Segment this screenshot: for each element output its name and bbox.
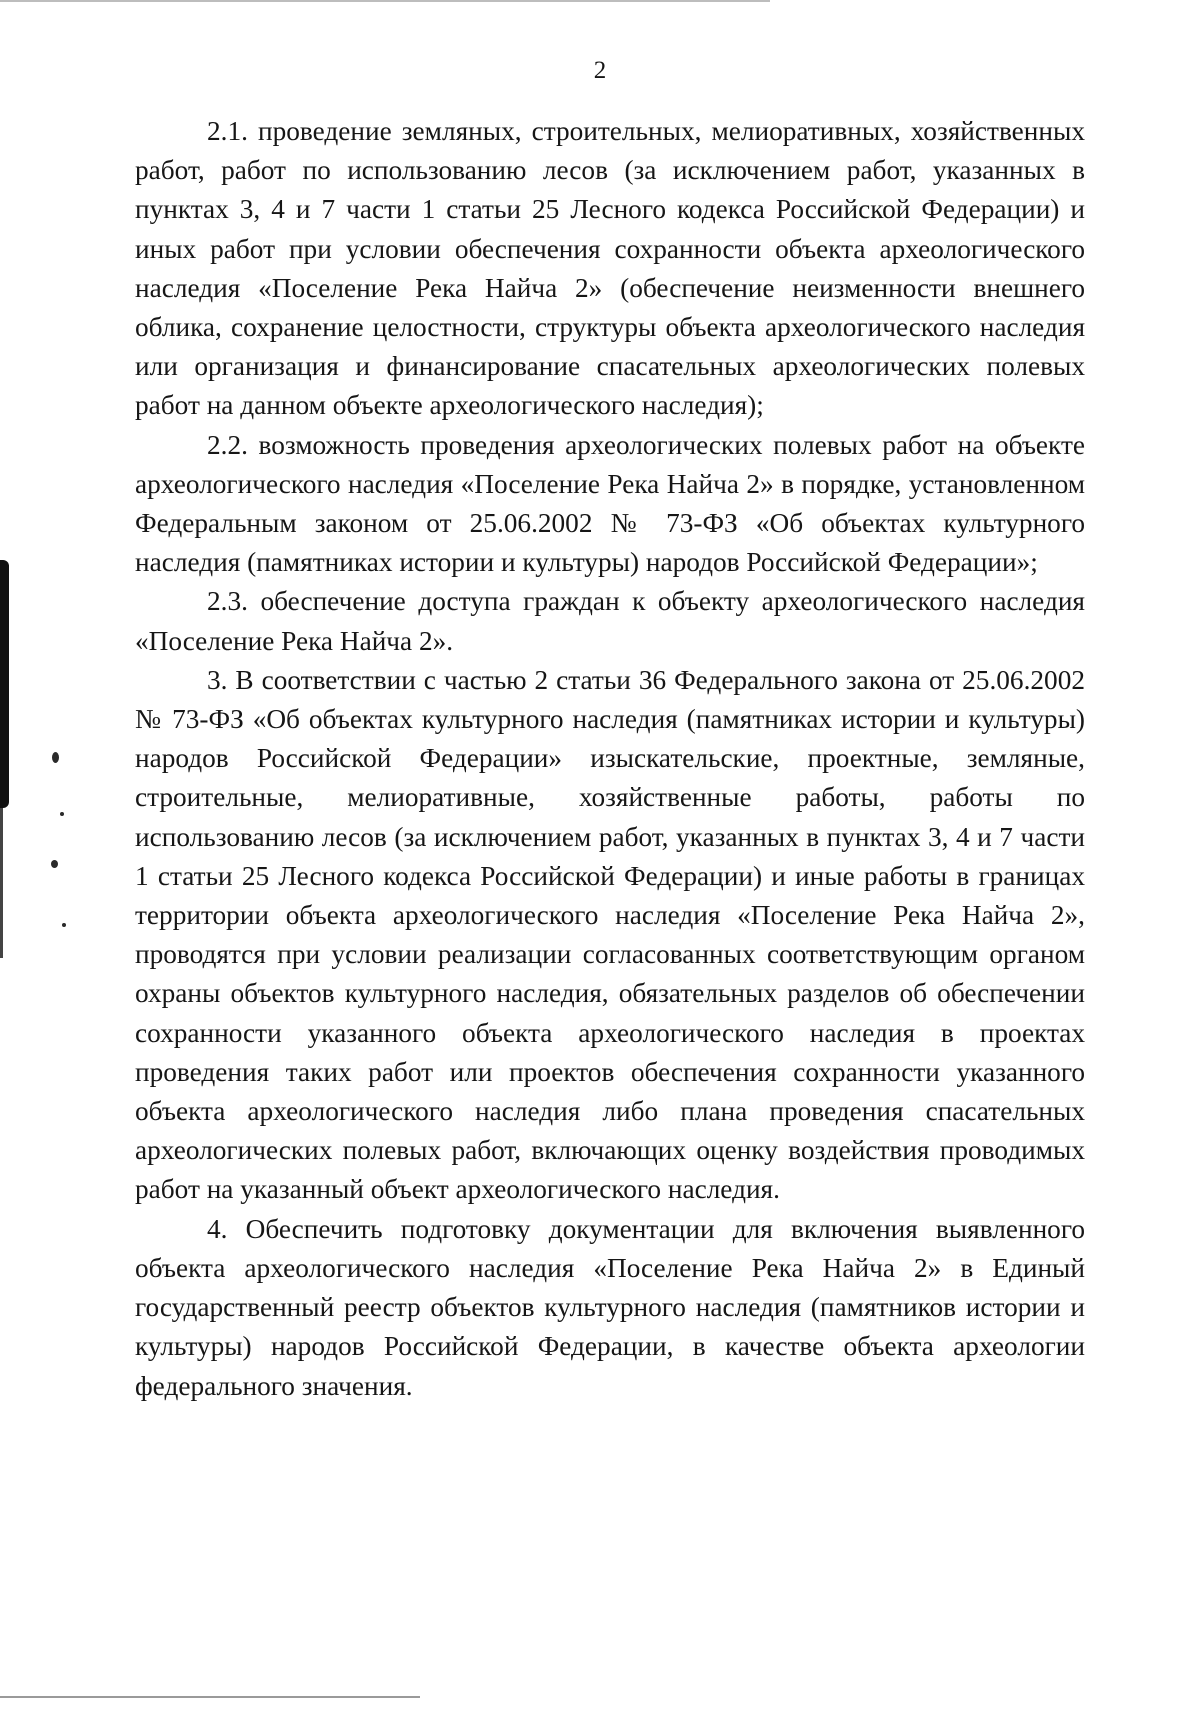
document-body — [135, 112, 1085, 1406]
scan-speck — [62, 923, 66, 927]
scan-speck — [52, 752, 59, 763]
paragraph-3: 3. В соответствии с частью 2 статьи 36 Федерального закона от 25.06.2002 № 73-ФЗ «Об объектах культурного наследия (памятниках истории и культуры) народов Российской Федерации» изыскательские, проектные, земляные, строительные, мелиоративные, хозяйственные работы, работы по использованию лесов (за исключением работ, указанных в пунктах 3, 4 и 7 части 1 статьи 25 Лесного кодекса Российской Федерации) и иные работы в границах территории объекта археологического наследия «Поселение Река Найча 2», проводятся при условии реализации согласованных соответствующим органом охраны объектов культурного наследия, обязательных разделов об обеспечении сохранности указанного объекта археологического наследия в проектах проведения таких работ или проектов обеспечения сохранности указанного объекта археологического наследия либо плана проведения спасательных археологических полевых работ, включающих оценку воздействия проводимых работ на указанный объект археологического наследия. — [135, 664, 1085, 1205]
paragraph-2-3: 2.3. обеспечение доступа граждан к объекту археологического наследия «Поселение Река Найча 2». — [135, 586, 1085, 656]
paragraph-4: 4. Обеспечить подготовку документации для включения выявленного объекта археологического наследия «Поселение Река Найча 2» в Единый государственный реестр объектов культурного наследия (памятников истории и культуры) народов Российской Федерации, в качестве объекта археологии федерального значения. — [135, 1213, 1085, 1401]
scan-speck — [60, 812, 64, 816]
scan-top-edge — [0, 0, 770, 2]
scan-bottom-edge — [0, 1696, 420, 1698]
paragraph-2-1: 2.1. проведение земляных, строительных, мелиоративных, хозяйственных работ, работ по использованию лесов (за исключением работ, указанных в пунктах 3, 4 и 7 части 1 статьи 25 Лесного кодекса Российской Федерации) и иных работ при условии обеспечения сохранности объекта археологического наследия «Поселение Река Найча 2» (обеспечение неизменности внешнего облика, сохранение целостности, структуры объекта археологического наследия или организация и финансирование спасательных археологических полевых работ на данном объекте археологического наследия); — [135, 116, 1085, 421]
scan-left-edge-thin — [0, 808, 3, 958]
scan-speck — [51, 860, 58, 868]
paragraph-2-2: 2.2. возможность проведения археологических полевых работ на объекте археологического наследия «Поселение Река Найча 2» в порядке, установленном Федеральным законом от 25.06.2002 № 73-ФЗ «Об объектах культурного наследия (памятниках истории и культуры) народов Российской Федерации»; — [135, 429, 1085, 578]
page-number: 2 — [593, 57, 607, 84]
scan-left-edge — [0, 560, 9, 808]
